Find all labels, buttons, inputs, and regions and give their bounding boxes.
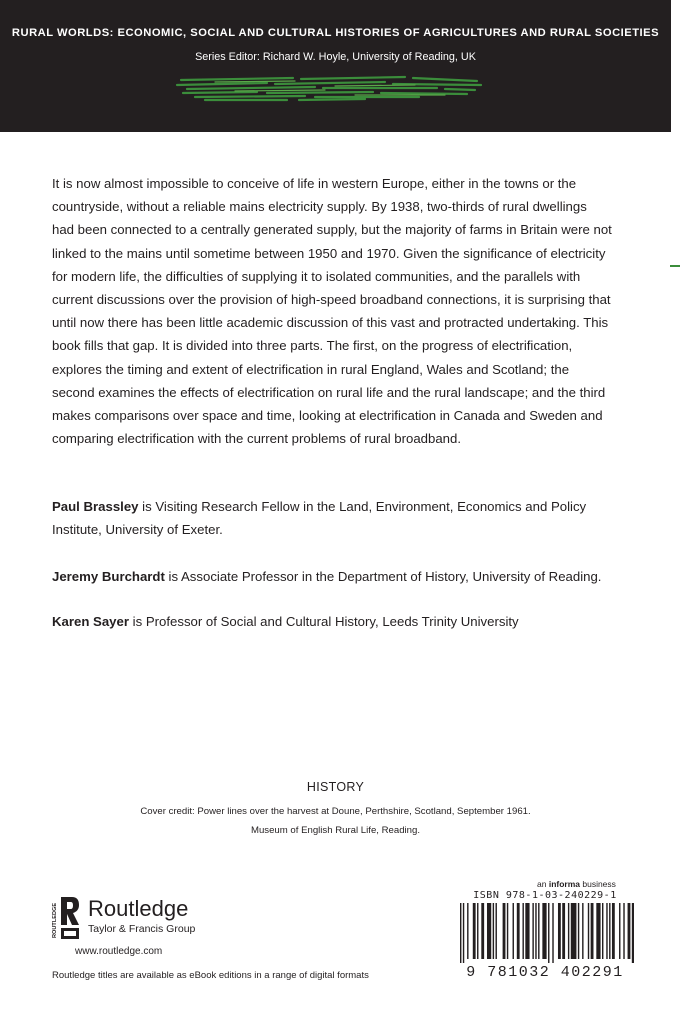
publisher-url[interactable]: www.routledge.com [75,946,163,957]
cover-credit-line: Cover credit: Power lines over the harvest at Doune, Perthshire, Scotland, September 1961. [140,806,531,817]
barcode-bar [588,903,589,959]
informa-suffix: business [580,879,616,889]
edge-mark [670,265,680,267]
barcode-bar [609,903,610,959]
barcode-bar [460,903,461,963]
barcode-bar [602,903,603,959]
publisher-group: Taylor & Francis Group [88,923,196,935]
informa-tagline [537,879,616,889]
barcode-bar [606,903,607,959]
author-bio-text: is Visiting Research Fellow in the Land, Environment, Economics and Policy Institute, University of Exeter. [52,499,587,538]
spine-edge [671,0,680,1020]
cover-credit [0,802,671,840]
author-bio-text: is Professor of Social and Cultural History, Leeds Trinity University [128,614,519,629]
barcode-bar [623,903,624,959]
barcode-bar [493,903,494,959]
isbn-label: ISBN 978-1-03-240229-1 [473,890,617,901]
barcode-bar [558,903,561,959]
author-name: Jeremy Burchardt [52,569,165,584]
barcode-bar [473,903,476,959]
barcode-bar [477,903,478,959]
barcode-bar [542,903,546,959]
informa-brand: informa [548,879,580,889]
isbn-barcode [455,889,635,987]
author-bio-text: is Associate Professor in the Department of History, University of Reading. [164,569,602,584]
series-editor: Series Editor: Richard W. Hoyle, University of Reading, UK [195,51,476,63]
barcode-bar [628,903,631,959]
series-banner [0,0,671,132]
routledge-logo-icon [50,895,80,941]
barcode-bar [463,903,464,963]
barcode-bar [522,903,523,959]
barcode-bar [562,903,565,959]
barcode-bar [596,903,600,959]
author-bio [52,565,612,588]
barcode-bar [467,903,468,959]
ebook-note: Routledge titles are available as eBook editions in a range of digital formats [52,970,369,981]
barcode-bar [507,903,508,959]
barcode-bar [582,903,583,959]
barcode-bar [538,903,539,959]
author-bio [52,495,612,541]
logo-vertical-text: ROUTLEDGE [52,902,58,938]
author-name: Karen Sayer [52,614,129,629]
barcode-bar [632,903,634,963]
barcode-bar [513,903,514,959]
barcode-bar [496,903,497,959]
barcode-bar [548,903,549,963]
barcode-bar [571,903,577,959]
subject-category: HISTORY [306,780,365,794]
book-description: It is now almost impossible to conceive of life in western Europe, either in the towns or the countryside, without a reliable mains electricity supply. By 1938, two-thirds of rural dwellings had been connected to a centrally generated supply, but the majority of farms in Britain were not linked to the mains until sometime between 1950 and 1970. Given the significance of electricity for modern life, the difficulties of supplying it to isolated communities, and the parallels with current discussions over the provision of high-speed broadband connections, it is surprising that until now there has been little academic discussion of this vast and protracted undertaking. This book fills that gap. It is divided into three parts. The first, on the progress of electrification, explores the timing and extent of electrification in rural England, Wales and Scotland; the second examines the effects of electrification on rural life and the rural landscape; and the third makes comparisons over space and time, looking at electrification in Canada and Sweden and comparing electrification with the current problems of rural broadband. [52,176,612,447]
barcode-bar [517,903,520,959]
barcode-bar [481,903,484,959]
barcode-bar [487,903,491,959]
barcode-bar [503,903,506,959]
series-title: RURAL WORLDS: ECONOMIC, SOCIAL AND CULTURAL HISTORIES OF AGRICULTURES AND RURAL SOCIETIES [11,27,660,39]
informa-prefix: an [537,879,549,889]
cover-credit-line: Museum of English Rural Life, Reading. [250,825,421,836]
barcode-digits: 9 781032 402291 [466,964,624,981]
barcode-bar [532,903,533,959]
barcode-bars [458,903,634,963]
barcode-bar [591,903,594,959]
barcode-bar [568,903,569,959]
grass-strokes-icon [175,72,485,102]
author-bio [52,610,612,633]
publisher-name: Routledge [88,896,189,921]
barcode-bar [578,903,579,959]
barcode-bar [535,903,536,959]
author-name: Paul Brassley [52,499,139,514]
barcode-bar [619,903,620,959]
barcode-bar [525,903,529,959]
barcode-bar [552,903,553,963]
barcode-bar [612,903,615,959]
